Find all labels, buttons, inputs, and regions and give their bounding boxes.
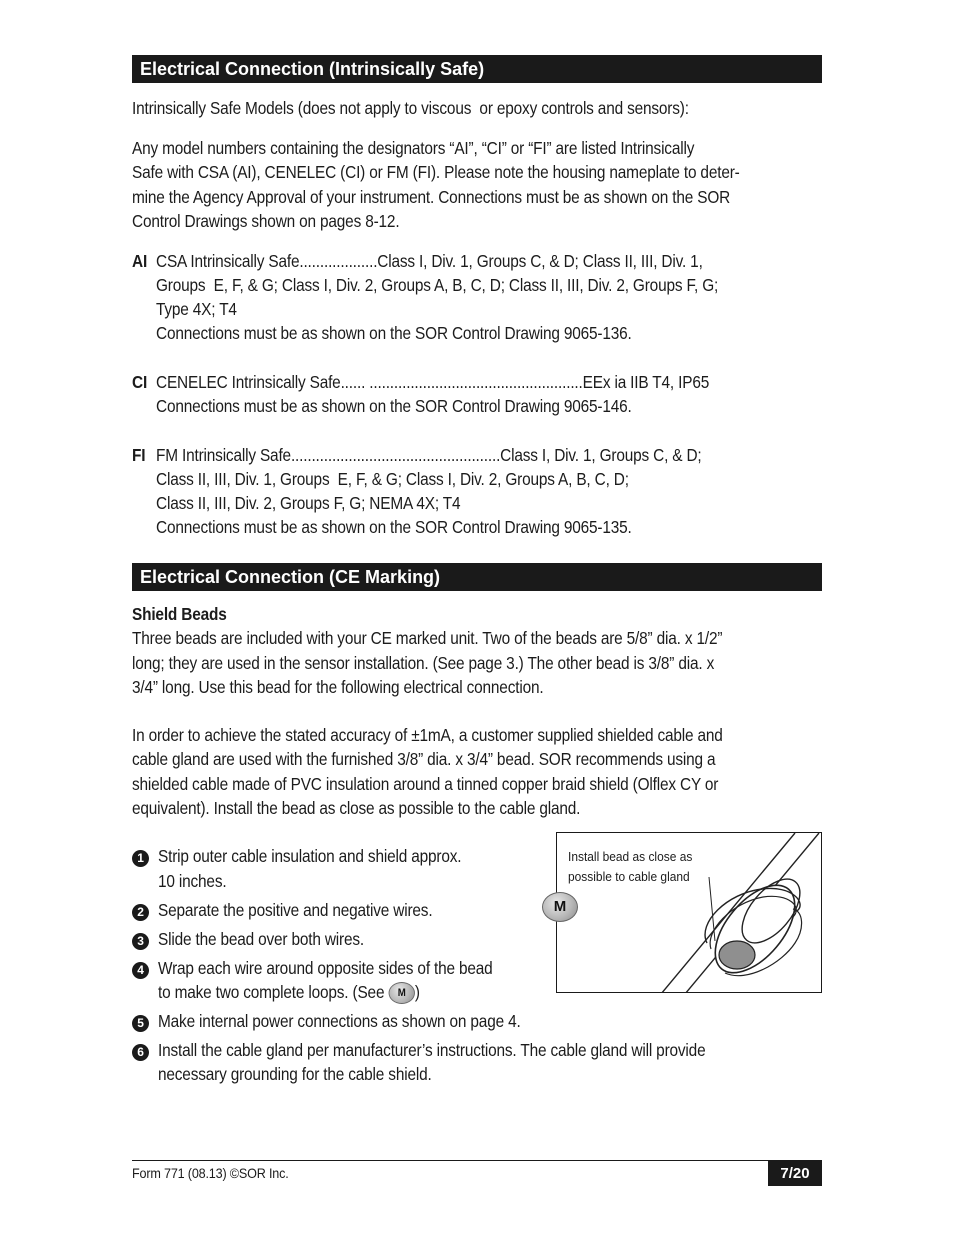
- step-number-icon: 2: [132, 904, 149, 921]
- step-number-icon: 6: [132, 1044, 149, 1061]
- section-header-intrinsically-safe: [132, 55, 822, 83]
- step-2-line-1: Separate the positive and negative wires.: [158, 900, 433, 920]
- ci-code: CI: [132, 372, 148, 392]
- step-1-number: [132, 845, 149, 869]
- step-4-line-1: Wrap each wire around opposite sides of the bead: [158, 958, 493, 978]
- intro-paragraph-2-line-4: Control Drawings shown on pages 8-12.: [132, 211, 400, 231]
- shield-p2-line-2: cable gland are used with the furnished 3/8” dia. x 3/4” bead. SOR recommends using a: [132, 749, 716, 769]
- page-number: 7/20: [768, 1161, 822, 1186]
- step-number-icon: 4: [132, 962, 149, 979]
- step-number-icon: 5: [132, 1015, 149, 1032]
- intro-paragraph-1: Intrinsically Safe Models (does not apply to viscous or epoxy controls and sensors):: [132, 98, 689, 118]
- step-6-number: [132, 1039, 149, 1063]
- step-2-number: [132, 899, 149, 923]
- ai-line-2: Groups E, F, & G; Class I, Div. 2, Groups A, B, C, D; Class II, III, Div. 2, Groups F, G;: [156, 275, 719, 295]
- intro-paragraph-2-line-3: mine the Agency Approval of your instrument. Connections must be as shown on the SOR: [132, 187, 731, 207]
- m-badge-icon: M: [388, 982, 414, 1004]
- shield-p2-line-3: shielded cable made of PVC insulation around a tinned copper braid shield (Olflex CY or: [132, 774, 719, 794]
- figure-caption-line-2: possible to cable gland: [568, 869, 690, 884]
- footer-rule: [132, 1160, 822, 1161]
- section-header-text: Electrical Connection (CE Marking): [140, 567, 441, 587]
- fi-code: FI: [132, 445, 146, 465]
- step-5-number: [132, 1010, 149, 1034]
- shield-beads-title: Shield Beads: [132, 604, 227, 624]
- figure-bead-installation: [556, 832, 822, 993]
- step-number-icon: 1: [132, 850, 149, 867]
- ci-line-2: Connections must be as shown on the SOR Control Drawing 9065-146.: [156, 396, 632, 416]
- m-badge-icon: M: [542, 892, 578, 922]
- shield-p2-line-1: In order to achieve the stated accuracy of ±1mA, a customer supplied shielded cable and: [132, 725, 723, 745]
- section-header-ce-marking: [132, 563, 822, 591]
- step-6-line-2: necessary grounding for the cable shield.: [158, 1064, 432, 1084]
- ai-line-4: Connections must be as shown on the SOR Control Drawing 9065-136.: [156, 323, 632, 343]
- fi-line-1: FM Intrinsically Safe...................................................Class I, Div. 1, Groups C, & D;: [156, 445, 702, 465]
- fi-line-2: Class II, III, Div. 1, Groups E, F, & G; Class I, Div. 2, Groups A, B, C, D;: [156, 469, 629, 489]
- step-6-line-1: Install the cable gland per manufacturer’s instructions. The cable gland will provide: [158, 1040, 706, 1060]
- step-number-icon: 3: [132, 933, 149, 950]
- cable-bead-drawing: [557, 833, 822, 993]
- step-4-text: to make two complete loops. (See: [158, 982, 389, 1002]
- footer-form: Form 771 (08.13) ©SOR Inc.: [132, 1165, 289, 1181]
- step-4-text-end: ): [414, 982, 420, 1002]
- intro-paragraph-2-line-1: Any model numbers containing the designators “AI”, “CI” or “FI” are listed Intrinsically: [132, 138, 695, 158]
- shield-p1-line-3: 3/4” long. Use this bead for the following electrical connection.: [132, 677, 544, 697]
- ai-line-3: Type 4X; T4: [156, 299, 237, 319]
- ai-line-1: CSA Intrinsically Safe...................Class I, Div. 1, Groups C, & D; Class II, III, Div. 1,: [156, 251, 703, 271]
- shield-p1-line-1: Three beads are included with your CE marked unit. Two of the beads are 5/8” dia. x 1/2”: [132, 628, 723, 648]
- shield-p1-line-2: long; they are used in the sensor installation. (See page 3.) The other bead is 3/8” dia. x: [132, 653, 715, 673]
- step-1-line-2: 10 inches.: [158, 871, 227, 891]
- shield-p2-line-4: equivalent). Install the bead as close as possible to the cable gland.: [132, 798, 581, 818]
- fi-line-4: Connections must be as shown on the SOR Control Drawing 9065-135.: [156, 517, 632, 537]
- step-1-line-1: Strip outer cable insulation and shield approx.: [158, 846, 462, 866]
- ai-code: AI: [132, 251, 148, 271]
- step-4-number: [132, 957, 149, 981]
- ci-line-1: CENELEC Intrinsically Safe...... ....................................................EEx ia IIB T4, IP65: [156, 372, 710, 392]
- intro-paragraph-2-line-2: Safe with CSA (AI), CENELEC (CI) or FM (FI). Please note the housing nameplate to deter-: [132, 162, 740, 182]
- fi-line-3: Class II, III, Div. 2, Groups F, G; NEMA 4X; T4: [156, 493, 461, 513]
- step-5-line-1: Make internal power connections as shown on page 4.: [158, 1011, 521, 1031]
- step-3-number: [132, 928, 149, 952]
- section-header-text: Electrical Connection (Intrinsically Safe): [140, 59, 485, 79]
- step-3-line-1: Slide the bead over both wires.: [158, 929, 365, 949]
- figure-caption-line-1: Install bead as close as: [568, 849, 693, 864]
